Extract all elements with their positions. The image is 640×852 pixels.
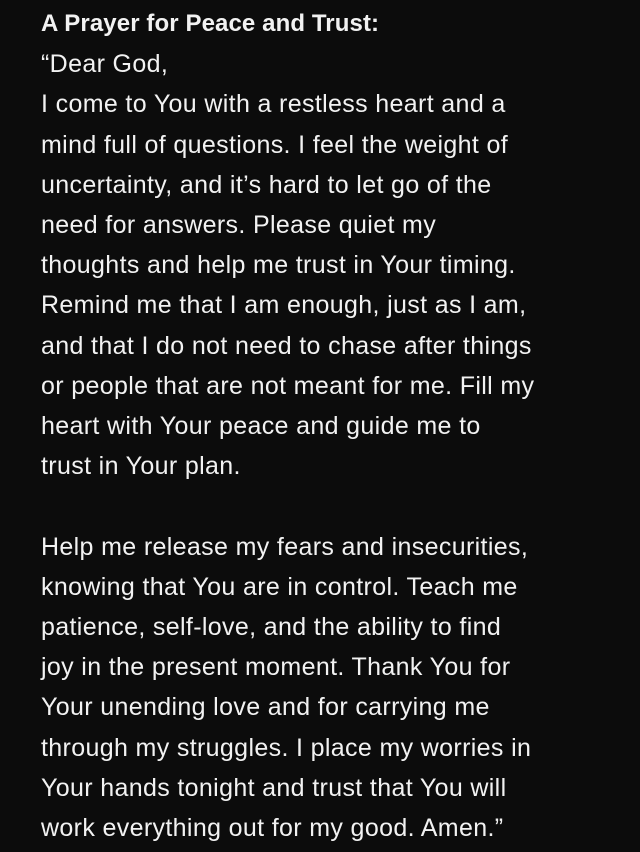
text-line: Your hands tonight and trust that You will <box>41 773 507 802</box>
text-line: thoughts and help me trust in Your timing. <box>41 251 516 280</box>
text-line: heart with Your peace and guide me to <box>41 412 481 441</box>
prayer-paragraph-2 <box>41 527 621 849</box>
text-line: patience, self-love, and the ability to find <box>41 613 502 642</box>
text-line: I come to You with a restless heart and a <box>41 90 506 119</box>
text-line: trust in Your plan. <box>41 452 241 481</box>
text-line: work everything out for my good. Amen.” <box>41 814 504 843</box>
text-line: or people that are not meant for me. Fill my <box>41 371 535 400</box>
text-line: need for answers. Please quiet my <box>41 211 437 240</box>
text-line: through my struggles. I place my worries in <box>41 733 532 762</box>
prayer-paragraph-1 <box>41 44 621 486</box>
text-line: “Dear God, <box>41 50 169 79</box>
prayer-title: A Prayer for Peace and Trust: <box>41 10 380 37</box>
text-line: and that I do not need to chase after things <box>41 331 532 360</box>
paragraph-break <box>41 486 621 526</box>
text-line: mind full of questions. I feel the weight of <box>41 130 509 159</box>
text-line: joy in the present moment. Thank You for <box>41 653 511 682</box>
text-line: Remind me that I am enough, just as I am, <box>41 291 527 320</box>
text-line: Your unending love and for carrying me <box>41 693 490 722</box>
text-line: Help me release my fears and insecurities, <box>41 532 529 561</box>
prayer-document <box>41 4 621 848</box>
text-line: uncertainty, and it’s hard to let go of the <box>41 170 492 199</box>
text-line: knowing that You are in control. Teach me <box>41 572 518 601</box>
